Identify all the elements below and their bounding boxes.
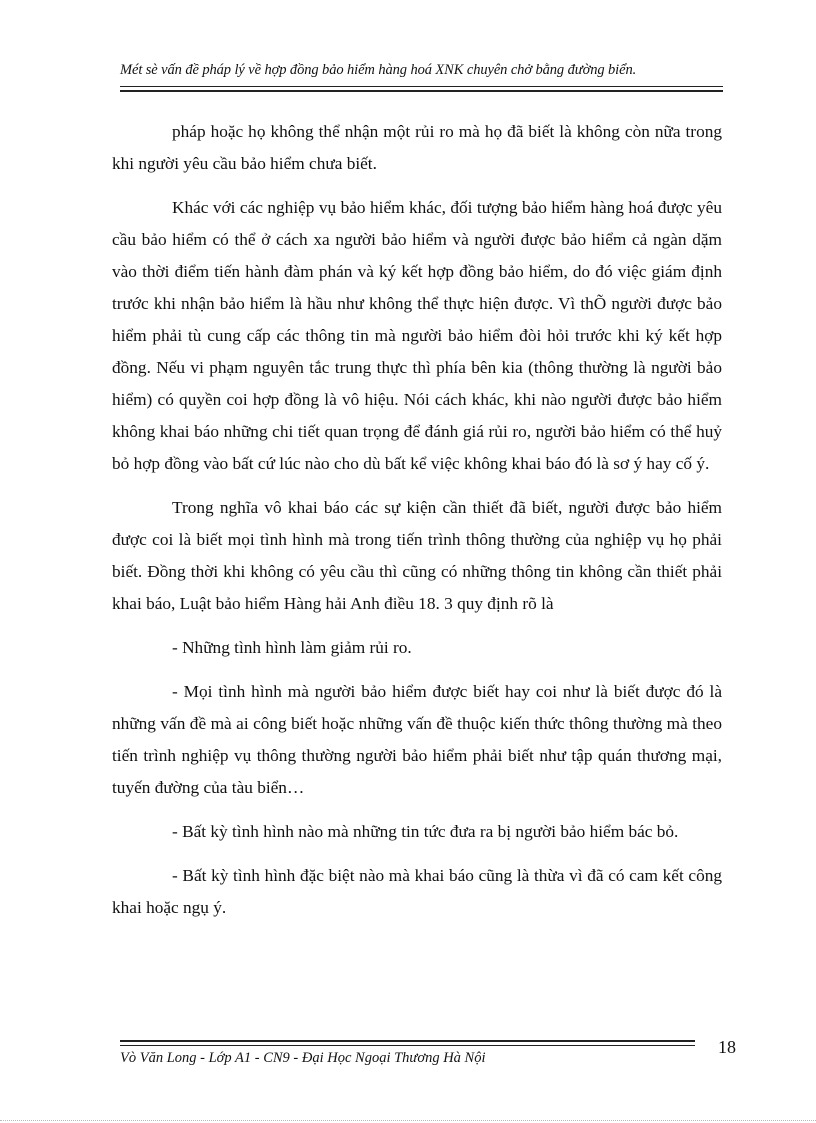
- footer-rule-bottom: [120, 1045, 695, 1046]
- footer-rule-top: [120, 1040, 695, 1042]
- header-rule-bottom: [120, 90, 723, 92]
- paragraph-2: Khác với các nghiệp vụ bảo hiểm khác, đối tượng bảo hiểm hàng hoá được yêu cầu bảo hiểm có thể ở cách xa người bảo hiểm và người được bảo hiểm cả ngàn dặm vào thời điểm tiến hành đàm phán và ký kết hợp đồng bảo hiểm, do đó việc giám định trước khi nhận bảo hiểm là hầu như không thể thực hiện được. Vì thÕ người được bảo hiểm phải tù cung cấp các thông tin mà người bảo hiểm đòi hỏi trước khi ký kết hợp đồng. Nếu vi phạm nguyên tắc trung thực thì phía bên kia (thông thường là người bảo hiểm) có quyền coi hợp đồng là vô hiệu. Nói cách khác, khi nào người được bảo hiểm không khai báo những chi tiết quan trọng để đánh giá rủi ro, người bảo hiểm có thể huỷ bỏ hợp đồng vào bất cứ lúc nào cho dù bất kể việc không khai báo đó là sơ ý hay cố ý.: [112, 198, 722, 473]
- running-header: Mét sè vấn đề pháp lý về hợp đồng bảo hiểm hàng hoá XNK chuyên chở bằng đường biển.: [120, 62, 637, 78]
- paragraph-4: - Những tình hình làm giảm rủi ro.: [172, 638, 412, 657]
- paragraph-7: - Bất kỳ tình hình đặc biệt nào mà khai báo cũng là thừa vì đã có cam kết công khai hoặc ngụ ý.: [112, 866, 722, 917]
- paragraph-6: - Bất kỳ tình hình nào mà những tin tức đưa ra bị người bảo hiểm bác bỏ.: [172, 822, 679, 841]
- paragraph-5: - Mọi tình hình mà người bảo hiểm được biết hay coi như là biết được đó là những vấn đề mà ai công biết hoặc những vấn đề thuộc kiến thức thông thường mà theo tiến trình nghiệp vụ thông thường người bảo hiểm phải biết như tập quán thương mại, tuyến đường của tàu biển…: [112, 682, 722, 797]
- page-body: [112, 116, 722, 924]
- footer-author-line: Vò Văn Long - Lớp A1 - CN9 - Đại Học Ngoại Thương Hà Nội: [120, 1050, 486, 1066]
- paragraph-3: Trong nghĩa vô khai báo các sự kiện cần thiết đã biết, người được bảo hiểm được coi là biết mọi tình hình mà trong tiến trình thông thường của nghiệp vụ họ phải biết. Đồng thời khi không có yêu cầu thì cũng có những thông tin không cần thiết phải khai báo, Luật bảo hiểm Hàng hải Anh điều 18. 3 quy định rõ là: [112, 498, 722, 613]
- header-rule-top: [120, 86, 723, 87]
- bottom-dotted-line: [0, 1120, 816, 1121]
- paragraph-1: pháp hoặc họ không thể nhận một rủi ro mà họ đã biết là không còn nữa trong khi người yêu cầu bảo hiểm chưa biết.: [112, 122, 722, 173]
- page-number: 18: [718, 1037, 736, 1057]
